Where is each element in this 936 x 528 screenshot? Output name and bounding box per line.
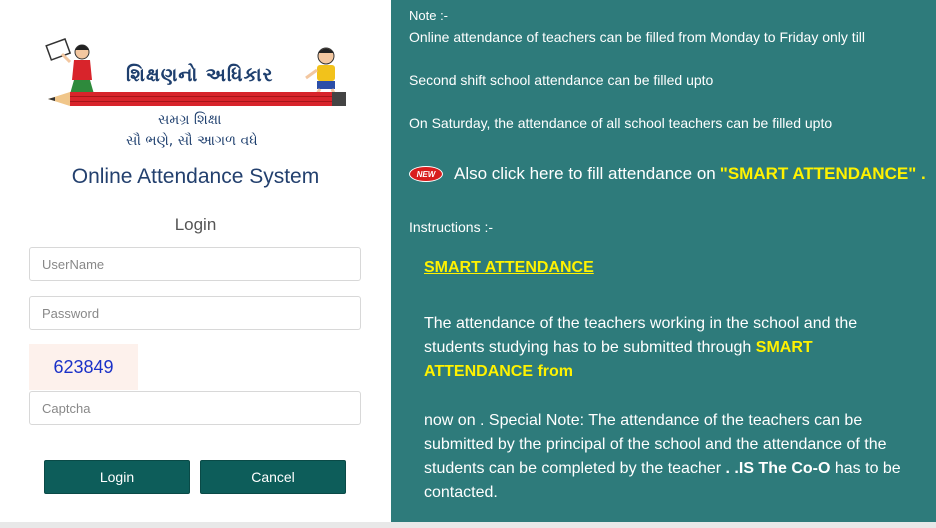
note-saturday: On Saturday, the attendance of all school teachers can be filled upto <box>409 115 833 131</box>
p1-highlight: SMART ATTENDANCE from <box>424 339 813 380</box>
new-badge-icon: NEW <box>409 166 443 182</box>
note-weekday: Online attendance of teachers can be filled from Monday to Friday only till <box>409 29 866 45</box>
password-input[interactable] <box>29 296 361 330</box>
notice-panel <box>391 0 936 522</box>
smart-attendance-link[interactable] <box>409 164 926 184</box>
p2-bold: . .IS The Co-O <box>725 460 831 477</box>
app-title: Online Attendance System <box>71 165 320 188</box>
smart-attendance-heading[interactable]: SMART ATTENDANCE <box>424 259 594 276</box>
cancel-button[interactable]: Cancel <box>200 460 346 494</box>
captcha-input[interactable] <box>29 391 361 425</box>
instruction-paragraph-1 <box>424 312 904 384</box>
girl-reading-icon <box>40 36 110 96</box>
login-heading: Login <box>174 215 217 234</box>
instruction-paragraph-2 <box>424 409 904 505</box>
note-label: Note :- <box>409 8 449 23</box>
note-second-shift: Second shift school attendance can be filled upto <box>409 72 714 88</box>
username-input[interactable] <box>29 247 361 281</box>
smart-link-prefix: Also click here to fill attendance on <box>454 164 716 183</box>
login-panel <box>0 0 391 522</box>
logo-subtitle: સમગ્ર શિક્ષા <box>158 112 222 128</box>
p1-text: The attendance of the teachers working in the school and the students studying has to be submitted through <box>424 315 858 356</box>
p2-end: has to be contacted. <box>424 460 901 501</box>
p2-text: now on . Special Note: The attendance of the teachers can be submitted by the principal of the school and the attendance of the students can be completed by the teacher <box>424 412 887 477</box>
pencil-icon <box>48 92 346 106</box>
instructions-label: Instructions :- <box>409 219 494 235</box>
captcha-image: 623849 <box>29 344 138 390</box>
smart-link-text[interactable]: "SMART ATTENDANCE" . <box>719 164 926 183</box>
rte-logo <box>40 36 360 156</box>
logo-title: શિક્ષણનો અધિકાર <box>126 64 274 86</box>
login-button[interactable]: Login <box>44 460 190 494</box>
logo-tagline: સૌ ભણે, સૌ આગળ વધે <box>126 133 258 149</box>
